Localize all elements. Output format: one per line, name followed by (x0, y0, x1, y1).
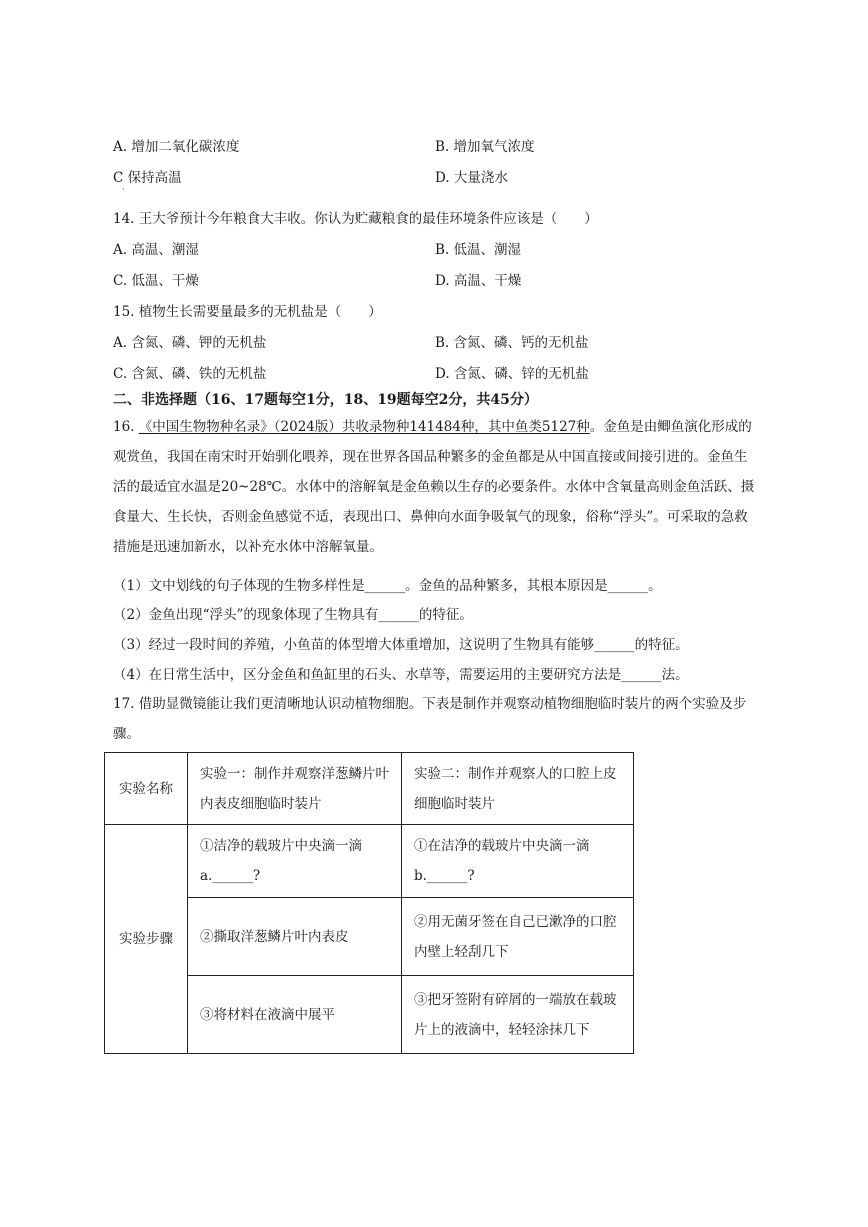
q13-option-a: A. 增加二氧化碳浓度 (113, 139, 240, 155)
q15-option-d: D. 含氮、磷、锌的无机盐 (435, 366, 589, 382)
q16-subquestion-4: （4）在日常生活中，区分金鱼和鱼缸里的石头、水草等，需要运用的主要研究方法是______法。 (113, 667, 689, 683)
q16-subquestion-2: （2）金鱼出现“浮头”的现象体现了生物具有______的特征。 (113, 607, 473, 623)
table-header-row (105, 753, 634, 825)
q13-option-c: C 保持高温 (113, 170, 182, 186)
header-experiment-name: 实验名称 (105, 753, 188, 825)
stray-dot: · (122, 185, 125, 194)
exp2-step-1-text: ①在洁净的载玻片中央滴一滴 (414, 838, 590, 854)
exp1-step-1-text: ①洁净的载玻片中央滴一滴 (200, 838, 362, 854)
q14-option-b: B. 低温、潮湿 (435, 242, 522, 258)
exp1-step-1 (188, 825, 402, 898)
q13-option-b: B. 增加氧气浓度 (435, 139, 535, 155)
q13-option-d: D. 大量浇水 (435, 170, 508, 186)
exp1-step-1-blank: a.______? (200, 868, 261, 884)
q14-option-c: C. 低温、干燥 (113, 273, 199, 289)
q16-paragraph (113, 412, 758, 562)
exp1-step-2: ②撕取洋葱鳞片叶内表皮 (188, 898, 402, 976)
exp2-step-1-blank: b.______? (414, 868, 475, 884)
q16-underlined-sentence: 《中国生物物种名录》（2024版）共收录物种141484种，其中鱼类5127种 (138, 419, 590, 435)
steps-label: 实验步骤 (105, 825, 188, 1054)
exp2-step-2: ②用无菌牙签在自己已漱净的口腔内壁上轻刮几下 (402, 898, 634, 976)
q15-option-b: B. 含氮、磷、钙的无机盐 (435, 335, 589, 351)
q14-stem: 14. 王大爷预计今年粮食大丰收。你认为贮藏粮食的最佳环境条件应该是（ ） (113, 211, 598, 227)
q15-option-c: C. 含氮、磷、铁的无机盐 (113, 366, 267, 382)
exp2-step-3: ③把牙签附有碎屑的一端放在载玻片上的液滴中，轻轻涂抹几下 (402, 976, 634, 1054)
q15-stem: 15. 植物生长需要量最多的无机盐是（ ） (113, 304, 382, 320)
section-2-heading: 二、非选择题（16、17题每空1分，18、19题每空2分，共45分） (113, 392, 538, 408)
exp2-step-1 (402, 825, 634, 898)
q16-subquestion-3: （3）经过一段时间的养殖，小鱼苗的体型增大体重增加，这说明了生物具有能够______的特征。 (113, 637, 689, 653)
table-row (105, 825, 634, 898)
exp1-step-3: ③将材料在液滴中展平 (188, 976, 402, 1054)
q14-option-a: A. 高温、潮湿 (113, 242, 199, 258)
q16-number: 16. (113, 419, 139, 435)
header-experiment-2: 实验二：制作并观察人的口腔上皮细胞临时装片 (402, 753, 634, 825)
q16-body-text: 。金鱼是由鲫鱼演化形成的观赏鱼，我国在南宋时开始驯化喂养，现在世界各国品种繁多的金鱼都是从中国直接或间接引进的。金鱼生活的最适宜水温是20~28℃。水体中的溶解氧是金鱼赖以生存的必要条件。水体中含氧量高则金鱼活跃、摄食量大、生长快，否则金鱼感觉不适，表现出口、鼻伸向水面争吸氧气的现象，俗称“浮头”。可采取的急救措施是迅速加新水，以补充水体中溶解氧量。 (113, 419, 755, 555)
q17-stem: 17. 借助显微镜能让我们更清晰地认识动植物细胞。下表是制作并观察动植物细胞临时装片的两个实验及步骤。 (113, 696, 747, 742)
experiment-table (104, 752, 634, 1054)
q14-option-d: D. 高温、干燥 (435, 273, 522, 289)
q15-option-a: A. 含氮、磷、钾的无机盐 (113, 335, 267, 351)
q16-subquestion-1: （1）文中划线的句子体现的生物多样性是______。金鱼的品种繁多，其根本原因是______。 (113, 578, 662, 594)
header-experiment-1: 实验一：制作并观察洋葱鳞片叶内表皮细胞临时装片 (188, 753, 402, 825)
